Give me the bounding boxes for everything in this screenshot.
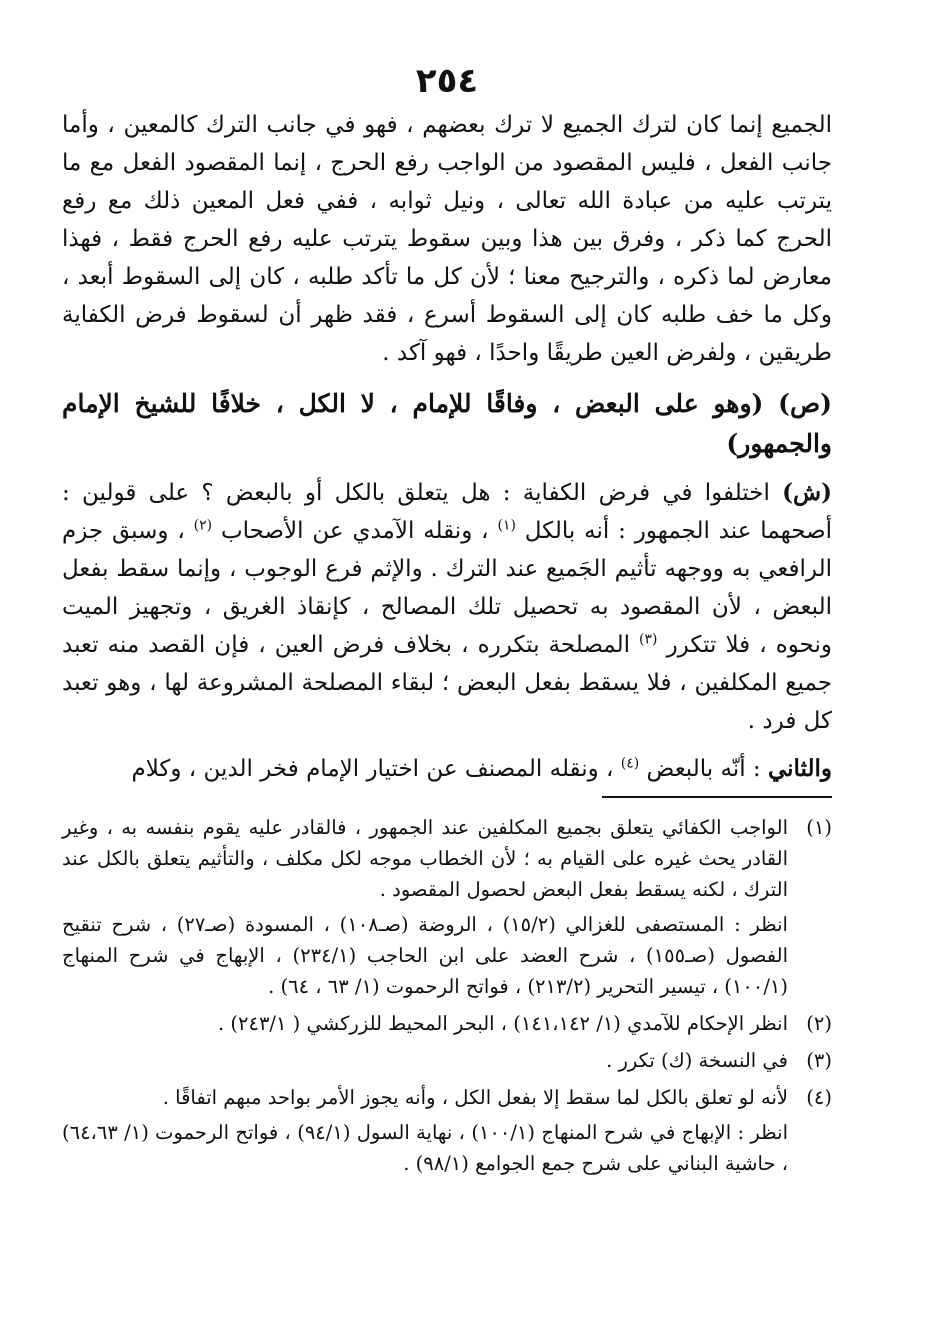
footnote-ref-4[interactable]: (٤) [620, 755, 640, 772]
footnote-ref-1[interactable]: (١) [497, 517, 516, 534]
second-opinion-marker: والثاني [767, 755, 832, 782]
body-paragraph-3 [62, 750, 832, 788]
footnote-1 [62, 812, 832, 905]
body-paragraph-1: الجميع إنما كان لترك الجميع لا ترك بعضهم ، فهو في جانب الترك كالمعين ، وأما جانب الفعل ، فليس المقصود من الواجب رفع الحرج ، إنما المقصود الفعل مع ما يترتب عليه من عبادة الله تعالى ، ونيل ثوابه ، ففي فعل المعين ذلك مع رفع الحرج كما ذكر ، وفرق بين هذا وبين سقوط يترتب عليه رفع الحرج فقط ، فهذا معارض لما ذكره ، والترجيح معنا ؛ لأن كل ما تأكد طلبه ، كان إلى السقوط أبعد ، وكل ما خف طلبه كان إلى السقوط أسرع ، فقد ظهر أن لسقوط فرض الكفاية طريقين ، ولفرض العين طريقًا واحدًا ، فهو آكد . [62, 112, 832, 366]
footnote-number: (٤) [806, 1086, 832, 1109]
matn-heading: (ص) (وهو على البعض ، وفاقًا للإمام ، لا الكل ، خلافًا للشيخ الإمام والجمهور) [62, 389, 832, 458]
footnote-text: الواجب الكفائي يتعلق بجميع المكلفين عند الجمهور ، فالقادر عليه يقوم بنفسه به ، وغير القادر يحث غيره على القيام به ؛ لأن الخطاب موجه لكل مكلف ، والتأثيم يتعلق بالكل عند الترك ، لكنه يسقط بفعل البعض لحصول المقصود . [62, 816, 788, 901]
footnotes-section [62, 812, 832, 1179]
book-page [62, 58, 832, 1179]
footnote-text: لأنه لو تعلق بالكل لما سقط إلا بفعل الكل ، وأنه يجوز الأمر بواحد مبهم اتفاقًا . [162, 1086, 788, 1109]
footnote-text: في النسخة (ك) تكرر . [606, 1049, 788, 1072]
footnote-divider [602, 796, 832, 798]
footnote-text: انظر الإحكام للآمدي (١/ ١٤١،١٤٢) ، البحر المحيط للزركشي ( ٢٤٣/١) . [217, 1012, 788, 1035]
footnote-4 [62, 1082, 832, 1113]
footnote-ref-2[interactable]: (٢) [193, 517, 213, 534]
paragraph-2-text-d: المصلحة بتكرره ، بخلاف فرض العين ، فإن القصد منه تعبد جميع المكلفين ، فلا يسقط بفعل البعض ؛ لبقاء المصلحة المشروعة لها ، وهو تعبد كل فرد . [62, 632, 832, 734]
paragraph-3-text-b: ، ونقله المصنف عن اختيار الإمام فخر الدين ، وكلام [131, 756, 621, 782]
sharh-marker: (ش) [782, 479, 832, 506]
paragraph-2-text-a: اختلفوا في فرض الكفاية : هل يتعلق بالكل أو بالبعض ؟ على قولين : أصحهما عند الجمهور : أنه بالكل [62, 480, 832, 544]
footnote-number: (١) [806, 816, 832, 839]
paragraph-2-text-b: ، ونقله الآمدي عن الأصحاب [212, 518, 498, 544]
footnote-4-references: انظر : الإبهاج في شرح المنهاج (١٠٠/١) ، نهاية السول (٩٤/١) ، فواتح الرحموت (١/ ٦٤،٦٣) ، حاشية البناني على شرح جمع الجوامع (٩٨/١) . [62, 1121, 788, 1175]
body-paragraph-2 [62, 474, 832, 740]
footnote-number: (٢) [806, 1012, 832, 1035]
paragraph-2-text-c: ، وسبق جزم الرافعي به ووجهه تأثيم الجَميع عند الترك . والإثم فرع الوجوب ، وإنما سقط بفعل البعض ، لأن المقصود به تحصيل تلك المصالح ، كإنقاذ الغريق ، وتجهيز الميت ونحوه ، فلا تتكرر [62, 518, 832, 658]
footnote-ref-3[interactable]: (٣) [639, 631, 658, 648]
paragraph-3-text-a: : أنّه بالبعض [639, 756, 768, 782]
footnote-3 [62, 1045, 832, 1076]
footnote-1-references: انظر : المستصفى للغزالي (١٥/٢) ، الروضة (صـ١٠٨) ، المسودة (صـ٢٧) ، شرح تنقيح الفصول (صـ١٥٥) ، شرح العضد على ابن الحاجب (٢٣٤/١) ، الإبهاج في شرح المنهاج (١٠٠/١) ، تيسير التحرير (٢١٣/٢) ، فواتح الرحموت (١/ ٦٣ ، ٦٤) . [62, 913, 789, 998]
footnote-number: (٣) [806, 1049, 832, 1072]
page-number: ٢٥٤ [415, 61, 479, 101]
footnote-2 [62, 1008, 832, 1039]
